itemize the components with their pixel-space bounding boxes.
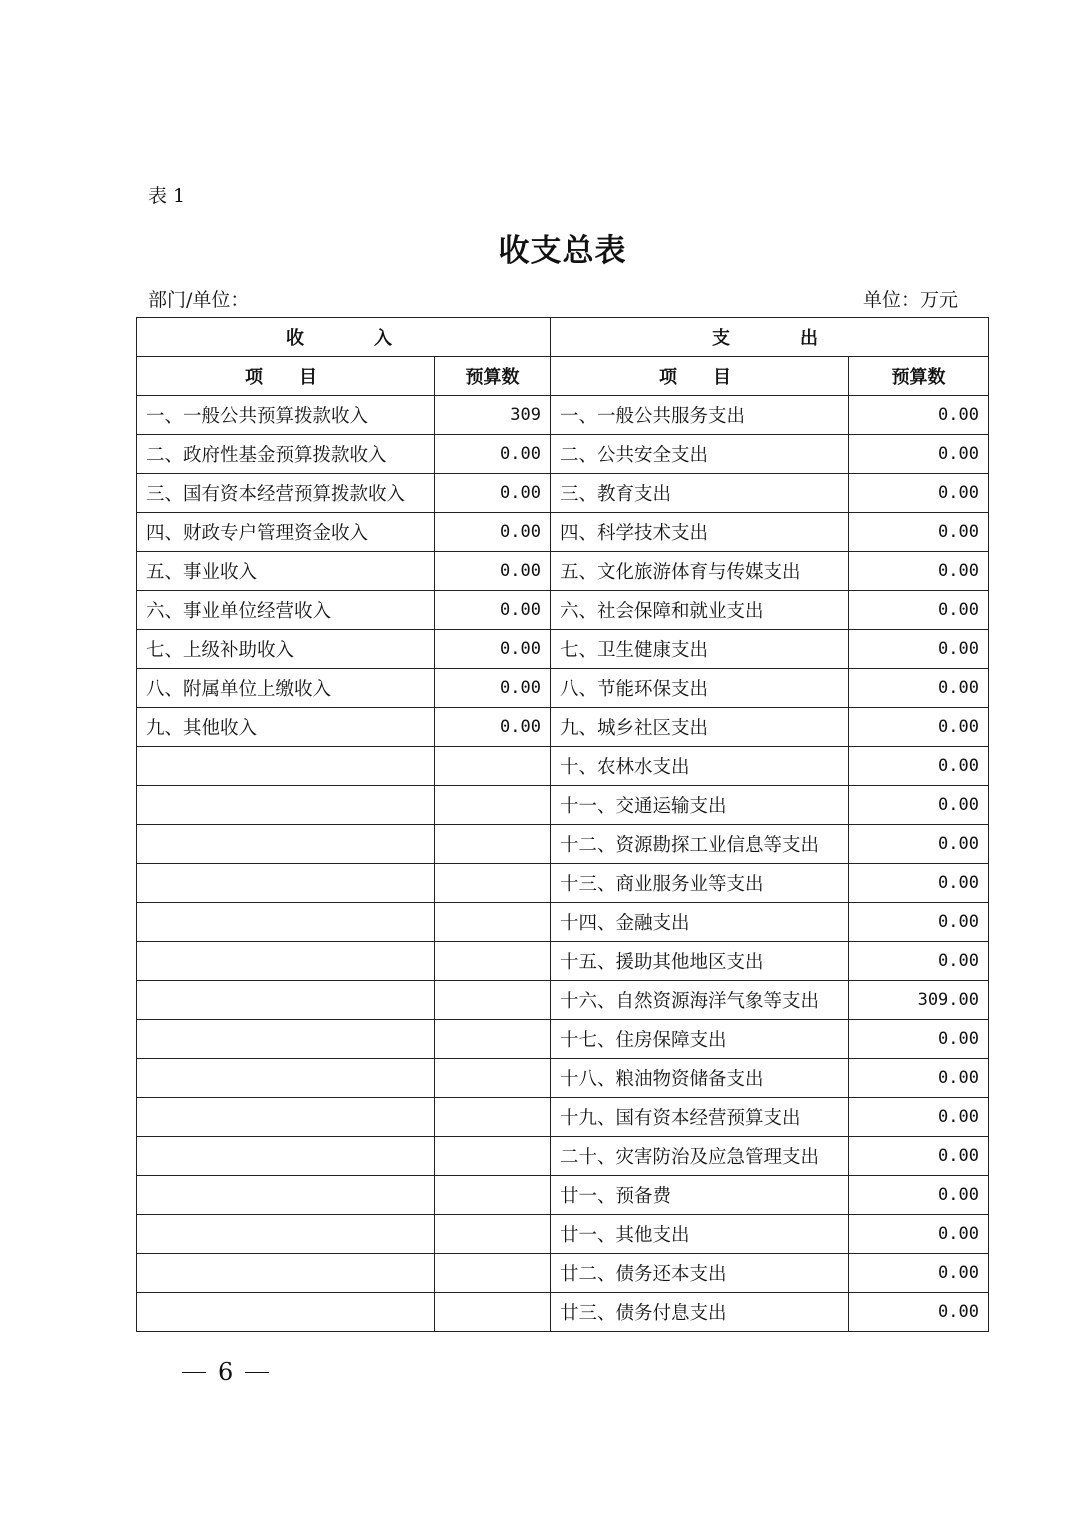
income-item-cell bbox=[137, 942, 435, 981]
income-value-cell bbox=[435, 1098, 551, 1137]
expense-item-cell: 十一、交通运输支出 bbox=[551, 786, 849, 825]
income-value-cell bbox=[435, 903, 551, 942]
income-value-cell: 0.00 bbox=[435, 552, 551, 591]
income-item-cell bbox=[137, 1293, 435, 1332]
expense-value-cell: 309.00 bbox=[849, 981, 989, 1020]
expense-value-cell: 0.00 bbox=[849, 708, 989, 747]
table-row bbox=[137, 1254, 989, 1293]
table-row bbox=[137, 708, 989, 747]
expense-item-cell: 五、文化旅游体育与传媒支出 bbox=[551, 552, 849, 591]
table-row bbox=[137, 1137, 989, 1176]
table-row bbox=[137, 1020, 989, 1059]
expense-item-cell: 四、科学技术支出 bbox=[551, 513, 849, 552]
income-item-cell bbox=[137, 1254, 435, 1293]
unit-label: 单位：万元 bbox=[862, 289, 958, 311]
income-item-cell bbox=[137, 903, 435, 942]
table-row bbox=[137, 903, 989, 942]
column-header-row bbox=[137, 357, 989, 396]
expense-item-cell: 十五、援助其他地区支出 bbox=[551, 942, 849, 981]
income-item-cell bbox=[137, 864, 435, 903]
expense-value-cell: 0.00 bbox=[849, 864, 989, 903]
expense-value-cell: 0.00 bbox=[849, 396, 989, 435]
expense-value-cell: 0.00 bbox=[849, 630, 989, 669]
income-value-cell: 0.00 bbox=[435, 474, 551, 513]
income-value-cell: 0.00 bbox=[435, 669, 551, 708]
table-row bbox=[137, 474, 989, 513]
expense-item-cell: 十四、金融支出 bbox=[551, 903, 849, 942]
expense-value-cell: 0.00 bbox=[849, 1215, 989, 1254]
expense-value-cell: 0.00 bbox=[849, 513, 989, 552]
table-row bbox=[137, 864, 989, 903]
expense-item-cell: 二、公共安全支出 bbox=[551, 435, 849, 474]
table-row bbox=[137, 1215, 989, 1254]
table-row bbox=[137, 1098, 989, 1137]
income-value-cell bbox=[435, 981, 551, 1020]
income-group-header: 收入 bbox=[137, 318, 551, 357]
expense-value-cell: 0.00 bbox=[849, 1020, 989, 1059]
income-value-cell bbox=[435, 747, 551, 786]
expense-item-cell: 三、教育支出 bbox=[551, 474, 849, 513]
dash-right bbox=[245, 1372, 269, 1373]
expense-item-cell: 十八、粮油物资储备支出 bbox=[551, 1059, 849, 1098]
income-value-cell: 0.00 bbox=[435, 708, 551, 747]
expense-group-header: 支出 bbox=[551, 318, 989, 357]
expense-value-cell: 0.00 bbox=[849, 591, 989, 630]
table-body bbox=[137, 318, 989, 1332]
expense-value-cell: 0.00 bbox=[849, 1137, 989, 1176]
income-value-cell bbox=[435, 786, 551, 825]
expense-item-header: 项目 bbox=[551, 357, 849, 396]
expense-value-cell: 0.00 bbox=[849, 435, 989, 474]
table-row bbox=[137, 786, 989, 825]
income-item-cell: 一、一般公共预算拨款收入 bbox=[137, 396, 435, 435]
expense-item-cell: 廿二、债务还本支出 bbox=[551, 1254, 849, 1293]
income-value-cell bbox=[435, 1293, 551, 1332]
expense-item-cell: 六、社会保障和就业支出 bbox=[551, 591, 849, 630]
income-item-cell: 五、事业收入 bbox=[137, 552, 435, 591]
table-row bbox=[137, 396, 989, 435]
table-row bbox=[137, 435, 989, 474]
table-row bbox=[137, 1293, 989, 1332]
income-item-cell bbox=[137, 1098, 435, 1137]
income-value-cell bbox=[435, 1176, 551, 1215]
income-value-cell: 0.00 bbox=[435, 513, 551, 552]
table-row bbox=[137, 1059, 989, 1098]
income-budget-header: 预算数 bbox=[435, 357, 551, 396]
page-number-value: 6 bbox=[218, 1358, 234, 1386]
table-row bbox=[137, 981, 989, 1020]
expense-value-cell: 0.00 bbox=[849, 669, 989, 708]
table-row bbox=[137, 513, 989, 552]
expense-value-cell: 0.00 bbox=[849, 1098, 989, 1137]
table-label: 表 1 bbox=[148, 185, 186, 207]
income-value-cell bbox=[435, 1254, 551, 1293]
table-row bbox=[137, 747, 989, 786]
income-value-cell bbox=[435, 942, 551, 981]
income-item-cell: 八、附属单位上缴收入 bbox=[137, 669, 435, 708]
income-item-header: 项目 bbox=[137, 357, 435, 396]
expense-value-cell: 0.00 bbox=[849, 1059, 989, 1098]
expense-value-cell: 0.00 bbox=[849, 1293, 989, 1332]
expense-item-cell: 廿三、债务付息支出 bbox=[551, 1293, 849, 1332]
income-item-cell: 二、政府性基金预算拨款收入 bbox=[137, 435, 435, 474]
expense-budget-header: 预算数 bbox=[849, 357, 989, 396]
expense-item-cell: 一、一般公共服务支出 bbox=[551, 396, 849, 435]
income-item-cell bbox=[137, 1137, 435, 1176]
expense-item-cell: 十九、国有资本经营预算支出 bbox=[551, 1098, 849, 1137]
income-value-cell bbox=[435, 1059, 551, 1098]
income-value-cell: 309 bbox=[435, 396, 551, 435]
income-item-cell bbox=[137, 1176, 435, 1215]
income-item-cell: 三、国有资本经营预算拨款收入 bbox=[137, 474, 435, 513]
income-item-cell bbox=[137, 747, 435, 786]
page-number bbox=[170, 1358, 281, 1386]
expense-value-cell: 0.00 bbox=[849, 747, 989, 786]
income-item-cell: 九、其他收入 bbox=[137, 708, 435, 747]
dash-left bbox=[182, 1372, 206, 1373]
income-value-cell bbox=[435, 825, 551, 864]
income-item-cell: 六、事业单位经营收入 bbox=[137, 591, 435, 630]
table-row bbox=[137, 669, 989, 708]
expense-item-cell: 八、节能环保支出 bbox=[551, 669, 849, 708]
expense-item-cell: 十三、商业服务业等支出 bbox=[551, 864, 849, 903]
income-value-cell: 0.00 bbox=[435, 591, 551, 630]
expense-value-cell: 0.00 bbox=[849, 786, 989, 825]
expense-value-cell: 0.00 bbox=[849, 825, 989, 864]
expense-item-cell: 九、城乡社区支出 bbox=[551, 708, 849, 747]
expense-item-cell: 廿一、预备费 bbox=[551, 1176, 849, 1215]
department-label: 部门/单位： bbox=[148, 289, 250, 311]
income-value-cell bbox=[435, 864, 551, 903]
expense-item-cell: 廿一、其他支出 bbox=[551, 1215, 849, 1254]
table-row bbox=[137, 1176, 989, 1215]
income-item-cell bbox=[137, 786, 435, 825]
group-header-row bbox=[137, 318, 989, 357]
income-item-cell bbox=[137, 1059, 435, 1098]
expense-item-cell: 十二、资源勘探工业信息等支出 bbox=[551, 825, 849, 864]
income-item-cell bbox=[137, 981, 435, 1020]
table-row bbox=[137, 825, 989, 864]
expense-item-cell: 十、农林水支出 bbox=[551, 747, 849, 786]
income-value-cell bbox=[435, 1020, 551, 1059]
income-value-cell bbox=[435, 1215, 551, 1254]
budget-summary-table bbox=[136, 317, 989, 1332]
income-value-cell: 0.00 bbox=[435, 435, 551, 474]
expense-item-cell: 十六、自然资源海洋气象等支出 bbox=[551, 981, 849, 1020]
expense-value-cell: 0.00 bbox=[849, 552, 989, 591]
expense-value-cell: 0.00 bbox=[849, 903, 989, 942]
table-row bbox=[137, 942, 989, 981]
expense-value-cell: 0.00 bbox=[849, 1176, 989, 1215]
income-item-cell bbox=[137, 1020, 435, 1059]
income-value-cell: 0.00 bbox=[435, 630, 551, 669]
income-item-cell: 四、财政专户管理资金收入 bbox=[137, 513, 435, 552]
income-value-cell bbox=[435, 1137, 551, 1176]
expense-value-cell: 0.00 bbox=[849, 1254, 989, 1293]
expense-value-cell: 0.00 bbox=[849, 942, 989, 981]
income-item-cell: 七、上级补助收入 bbox=[137, 630, 435, 669]
expense-item-cell: 七、卫生健康支出 bbox=[551, 630, 849, 669]
table-row bbox=[137, 591, 989, 630]
page-title: 收支总表 bbox=[498, 233, 627, 269]
table-row bbox=[137, 552, 989, 591]
expense-item-cell: 二十、灾害防治及应急管理支出 bbox=[551, 1137, 849, 1176]
expense-value-cell: 0.00 bbox=[849, 474, 989, 513]
income-item-cell bbox=[137, 1215, 435, 1254]
table-row bbox=[137, 630, 989, 669]
expense-item-cell: 十七、住房保障支出 bbox=[551, 1020, 849, 1059]
income-item-cell bbox=[137, 825, 435, 864]
